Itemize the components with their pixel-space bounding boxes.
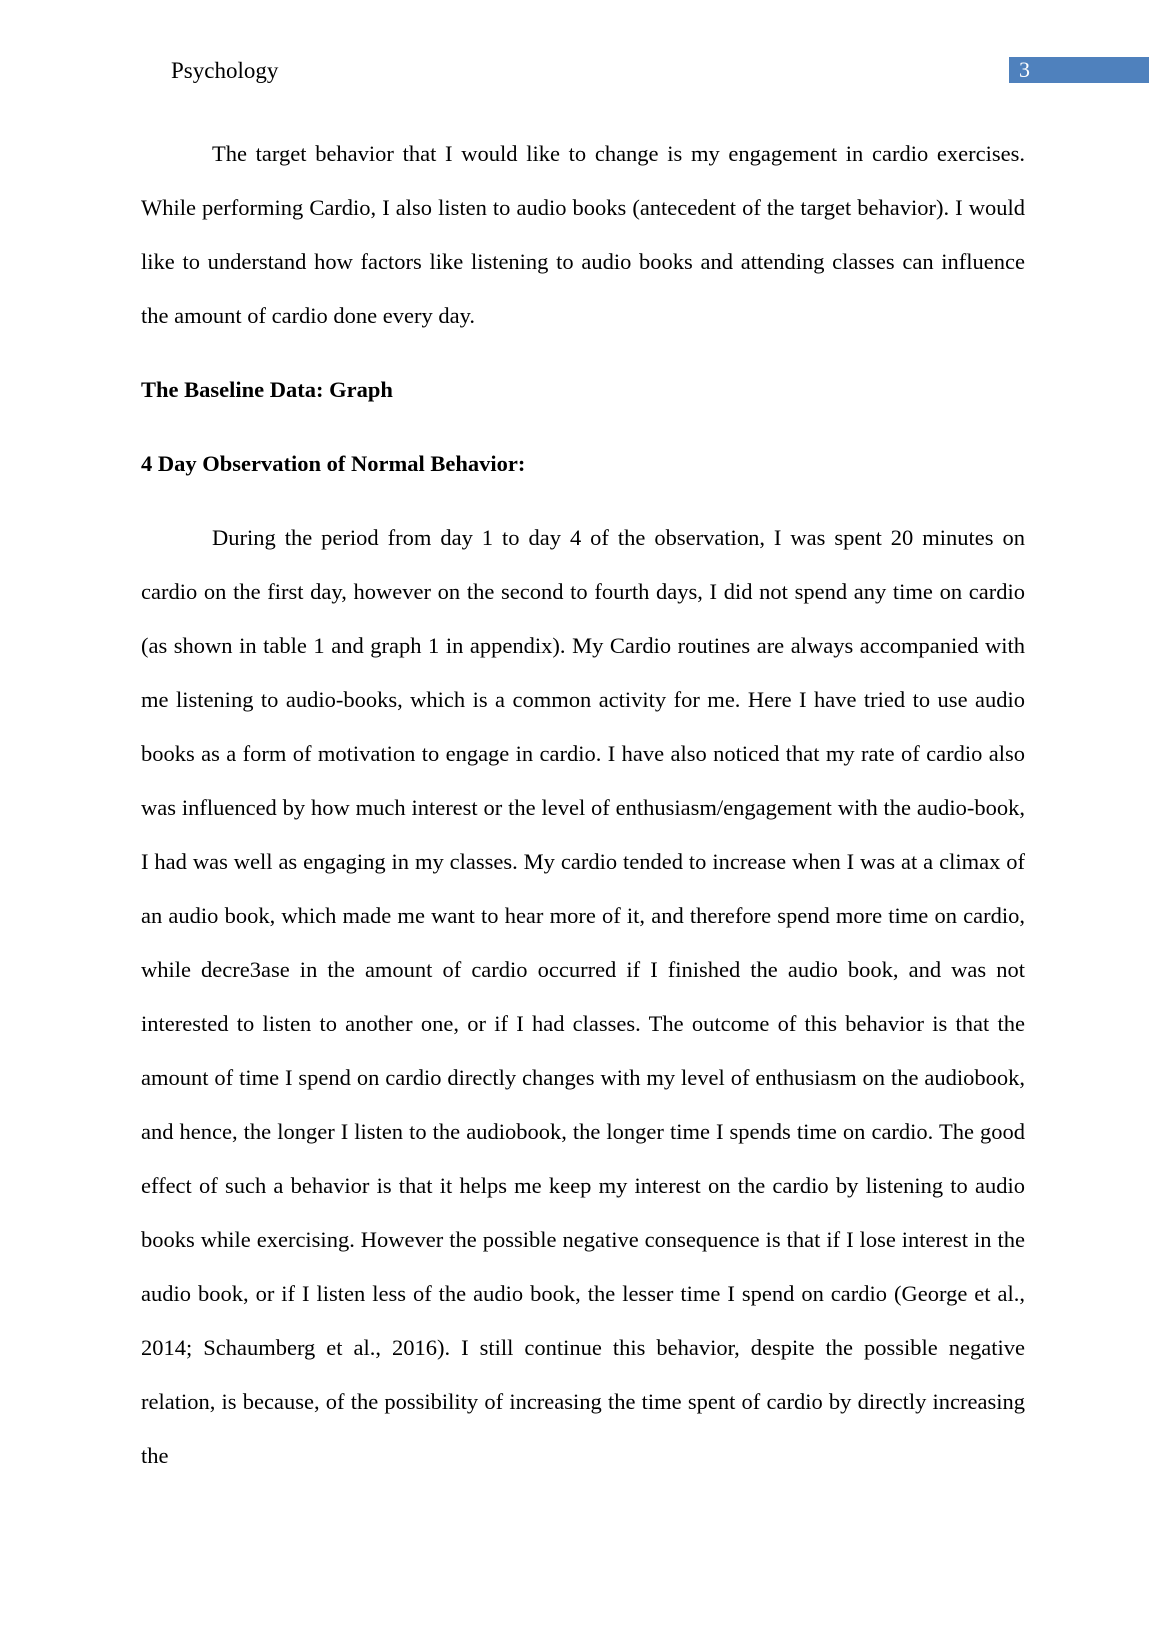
section-heading-observation: 4 Day Observation of Normal Behavior:	[141, 451, 526, 476]
section-heading-baseline: The Baseline Data: Graph	[141, 377, 393, 402]
page-number-box	[1009, 57, 1149, 83]
body-paragraph-2: During the period from day 1 to day 4 of the observation, I was spent 20 minutes on cardio on the first day, however on the second to fourth days, I did not spend any time on cardio (as shown in table 1 and graph 1 in appendix). My Cardio routines are always accompanied with me listening to audio-books, which is a common activity for me. Here I have tried to use audio books as a form of motivation to engage in cardio. I have also noticed that my rate of cardio also was influenced by how much interest or the level of enthusiasm/engagement with the audio-book, I had was well as engaging in my classes. My cardio tended to increase when I was at a climax of an audio book, which made me want to hear more of it, and therefore spend more time on cardio, while decre3ase in the amount of cardio occurred if I finished the audio book, and was not interested to listen to another one, or if I had classes. The outcome of this behavior is that the amount of time I spend on cardio directly changes with my level of enthusiasm on the audiobook, and hence, the longer I listen to the audiobook, the longer time I spends time on cardio. The good effect of such a behavior is that it helps me keep my interest on the cardio by listening to audio books while exercising. However the possible negative consequence is that if I lose interest in the audio book, or if I listen less of the audio book, the lesser time I spend on cardio (George et al., 2014; Schaumberg et al., 2016). I still continue this behavior, despite the possible negative relation, is because, of the possibility of increasing the time spent of cardio by directly increasing the	[141, 525, 1025, 1468]
running-header-title: Psychology	[171, 58, 279, 83]
body-paragraph-1: The target behavior that I would like to change is my engagement in cardio exercises. While performing Cardio, I also listen to audio books (antecedent of the target behavior). I would like to understand how factors like listening to audio books and attending classes can influence the amount of cardio done every day.	[141, 141, 1025, 328]
page-number: 3	[1019, 57, 1030, 82]
